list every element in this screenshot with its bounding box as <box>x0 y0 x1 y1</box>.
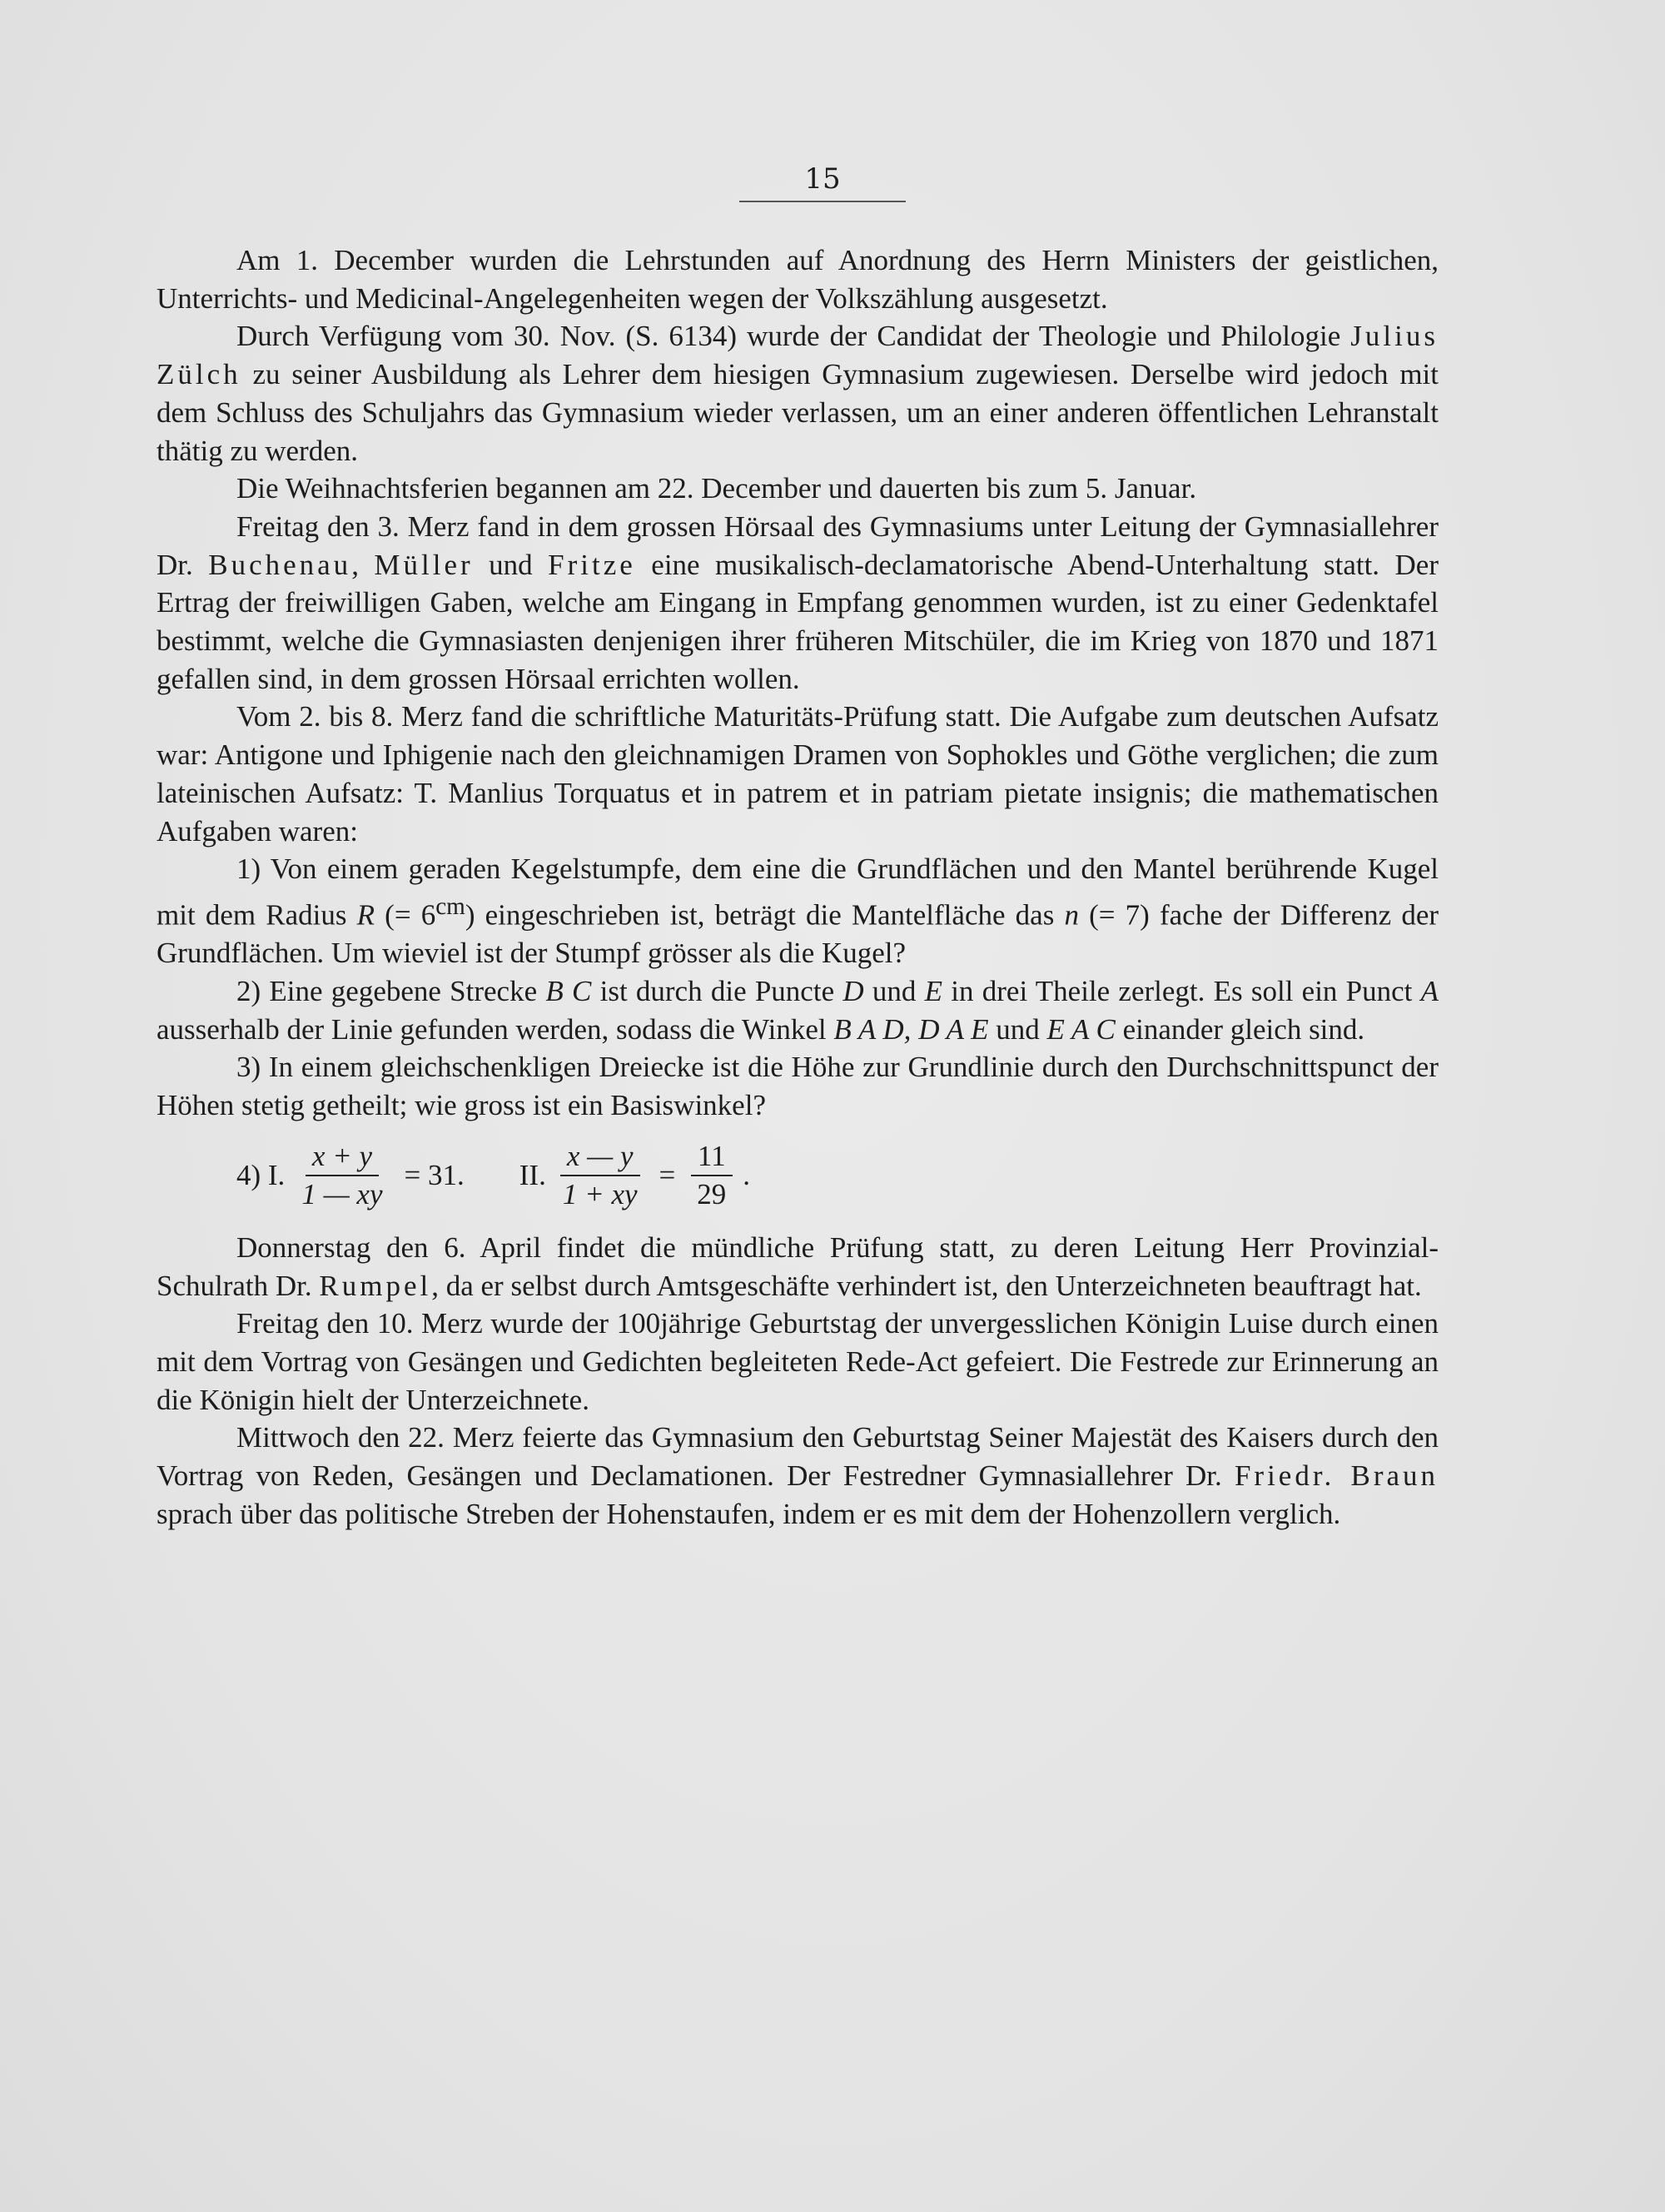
text-run: 3) In einem gleichschenkligen Dreiecke ist die Höhe zur Grundlinie durch den Durchschnittspunct der Höhen stetig getheilt; wie gross ist ein Basiswinkel? <box>157 1051 1439 1122</box>
text-run: in drei Theile zerlegt. Es soll ein Punct <box>951 975 1413 1008</box>
math-symbol: D A E <box>918 1012 989 1046</box>
body-text <box>157 241 1439 1533</box>
text-run: , da er selbst durch Amtsgeschäfte verhindert ist, den Unterzeichneten beauftragt hat. <box>431 1269 1422 1302</box>
math-symbol: R <box>356 898 375 932</box>
paragraph <box>157 241 1439 317</box>
text-run: zu seiner Ausbildung als Lehrer dem hiesigen Gymnasium zugewiesen. Derselbe wird jedoch mit dem Schluss des Schuljahrs das Gymnasium wieder verlassen, um an einer anderen öffentlichen Lehranstalt thätig zu werden. <box>157 358 1439 467</box>
paragraph <box>157 317 1439 470</box>
person-name: Buchenau <box>208 548 352 581</box>
text-run: Am 1. December wurden die Lehrstunden auf Anordnung des Herrn Ministers der geistlichen, Unterrichts- und Medicinal-Angelegenheiten wegen der Volkszählung ausgesetzt. <box>157 244 1439 315</box>
text-run: 1) Von einem geraden Kegelstumpfe, dem eine die Grundflächen und den Mantel berührende Kugel mit dem Radius <box>157 852 1439 932</box>
text-run: ausserhalb der Linie gefunden werden, sodass die Winkel <box>157 1012 827 1046</box>
math-symbol: B C <box>545 975 592 1008</box>
person-name: Fritze <box>548 548 636 581</box>
text-run: (= 6 <box>385 898 436 932</box>
text-run: Die Weihnachtsferien begannen am 22. December und dauerten bis zum 5. Januar. <box>236 472 1197 505</box>
equation-rhs: = 31. <box>404 1159 465 1192</box>
text-run: und <box>489 548 533 581</box>
denominator: 1 — xy <box>301 1178 383 1211</box>
person-name: Julius Zülch <box>157 320 1439 391</box>
page-number: 15 <box>739 162 906 202</box>
math-symbol: n <box>1064 898 1079 932</box>
text-run: und <box>996 1012 1040 1046</box>
period: . <box>743 1159 751 1192</box>
task-3 <box>157 1048 1439 1124</box>
math-symbol: B A D, <box>833 1012 912 1046</box>
task-4-formula <box>236 1128 1439 1224</box>
text-run: sprach über das politische Streben der Hohenstaufen, indem er es mit dem der Hohenzollern verglich. <box>157 1497 1341 1530</box>
math-symbol: A <box>1420 975 1439 1008</box>
person-name: Rumpel <box>319 1269 432 1302</box>
text-run: einander gleich sind. <box>1122 1012 1365 1046</box>
fraction <box>690 1140 733 1211</box>
task-2 <box>157 972 1439 1048</box>
text-run: Mittwoch den 22. Merz feierte das Gymnasium den Geburtstag Seiner Majestät des Kaisers durch den Vortrag von Reden, Gesängen und Declamationen. Der Festredner Gymnasiallehrer Dr. <box>157 1421 1439 1493</box>
unit-superscript: cm <box>435 892 465 920</box>
paragraph <box>157 1305 1439 1419</box>
text-run: ist durch die Puncte <box>599 975 835 1008</box>
fraction <box>295 1140 389 1211</box>
text-run: Vom 2. bis 8. Merz fand die schriftliche Maturitäts-Prüfung statt. Die Aufgabe zum deutschen Aufsatz war: Antigone und Iphigenie nach den gleichnamigen Dramen von Sophokles und Göthe verglichen; die zum lateinischen Aufsatz: T. Manlius Torquatus et in patrem et in patriam pietate insignis; die mathematischen Aufgaben waren: <box>157 700 1439 848</box>
denominator: 29 <box>697 1178 727 1211</box>
math-symbol: E A C <box>1046 1012 1116 1046</box>
paragraph <box>157 1419 1439 1533</box>
fraction <box>556 1140 644 1211</box>
task-4-label-ii: II. <box>519 1159 546 1192</box>
text-run: ) eingeschrieben ist, beträgt die Mantelfläche das <box>465 898 1055 932</box>
paragraph <box>157 470 1439 508</box>
math-symbol: D <box>842 975 864 1008</box>
person-name: Friedr. Braun <box>1234 1459 1439 1493</box>
numerator: 11 <box>691 1140 733 1176</box>
numerator: x — y <box>560 1140 640 1176</box>
denominator: 1 + xy <box>562 1178 638 1211</box>
task-4-label: 4) I. <box>236 1159 286 1192</box>
text-run: 2) Eine gegebene Strecke <box>236 975 538 1008</box>
text-run: (= 7) fache der Differenz der Grundflächen. Um wieviel ist der Stumpf grösser als die Kugel? <box>157 898 1439 970</box>
text-run: Durch Verfügung vom 30. Nov. (S. 6134) wurde der Candidat der Theologie und Philologie <box>236 320 1341 353</box>
numerator: x + y <box>306 1140 379 1176</box>
paragraph: Freitag den 3. Merz fand in dem grossen Hörsaal des Gymnasiums unter Leitung der Gymnasiallehrer Dr. Buchenau, Müller und Fritze eine musikalisch-declamatorische Abend-Unterhaltung statt. Der Ertrag der freiwilligen Gaben, welche am Eingang in Empfang genommen wurden, ist zu einer Gedenktafel bestimmt, welche die Gymnasiasten denjenigen ihrer früheren Mitschüler, die im Krieg von 1870 und 1871 gefallen sind, in dem grossen Hörsaal errichten wollen. <box>157 510 1439 695</box>
text-run: eine musikalisch-declamatorische Abend-Unterhaltung statt. Der Ertrag der freiwilligen Gaben, welche am Eingang in Empfang genommen wurden, ist zu einer Gedenktafel bestimmt, welche die Gymnasiasten denjenigen ihrer früheren Mitschüler, die im Krieg von 1870 und 1871 gefallen sind, in dem grossen Hörsaal errichten wollen. <box>157 548 1439 695</box>
paragraph <box>157 1229 1439 1305</box>
person-name: Müller <box>374 548 474 581</box>
text-run: Freitag den 3. Merz fand in dem grossen Hörsaal des Gymnasiums unter Leitung der Gymnasiallehrer Dr. <box>157 510 1439 581</box>
text-run: und <box>872 975 917 1008</box>
text-run: Freitag den 10. Merz wurde der 100jährige Geburtstag der unvergesslichen Königin Luise durch einen mit dem Vortrag von Gesängen und Gedichten begleiteten Rede-Act gefeiert. Die Festrede zur Erinnerung an die Königin hielt der Unterzeichnete. <box>157 1307 1439 1416</box>
task-1 <box>157 850 1439 972</box>
paragraph <box>157 698 1439 850</box>
math-symbol: E <box>924 975 943 1008</box>
text-run: Donnerstag den 6. April findet die mündliche Prüfung statt, zu deren Leitung Herr Provinzial-Schulrath Dr. <box>157 1230 1439 1302</box>
equals-sign: = <box>659 1159 676 1192</box>
